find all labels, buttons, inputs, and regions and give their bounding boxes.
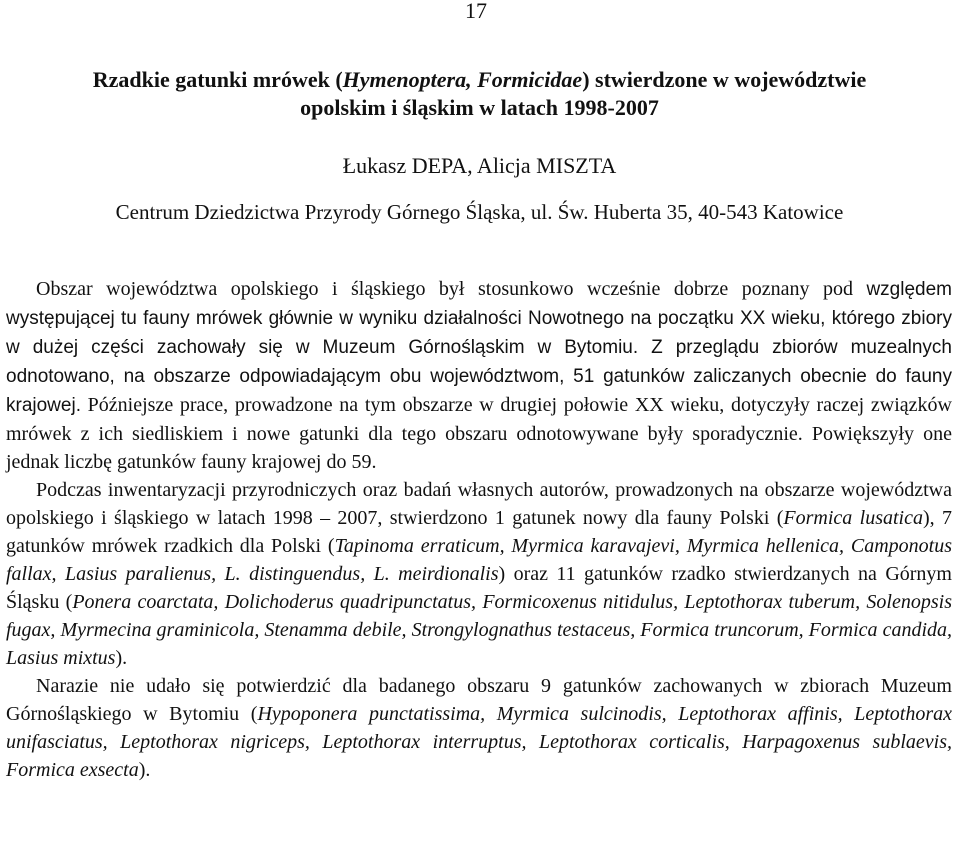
title-taxon: Hymenoptera, Formicidae: [342, 67, 583, 92]
paragraph-text: względem występującej tu fauny mrówek głównie w wyniku działalności Nowotnego na początku XX wieku, którego zbiory w dużej części zachowały się w Muzeum Górnośląskim w Bytomiu. Z przeglądu zbiorów muzealnych odnotowano, na obszarze odpowiadającym obu województwom, 51 gatunków zaliczanych obecnie do fauny krajowej.: [6, 279, 952, 416]
paragraph-text: ) oraz 11 gatunków rzadko stwierdzanych na Górnym Śląsku (: [6, 563, 952, 613]
title-text: Rzadkie gatunki mrówek (: [92, 67, 343, 92]
species-names: Formica lusatica: [783, 507, 923, 529]
abstract-body: [6, 275, 952, 784]
paper-title: [0, 66, 959, 122]
species-names: Ponera coarctata, Dolichoderus quadripunctatus, Formicoxenus nitidulus, Leptothorax tuberum, Solenopsis fugax, Myrmecina graminicola, Stenamma debile, Strongylognathus testaceus, Formica truncorum, Formica candida, Lasius mixtus: [6, 591, 952, 669]
affiliation: Centrum Dziedzictwa Przyrody Górnego Śląska, ul. Św. Huberta 35, 40-543 Katowice: [115, 200, 844, 224]
title-text: ) stwierdzone w województwie: [582, 67, 867, 92]
paragraph-text: Późniejsze prace, prowadzone na tym obszarze w drugiej połowie XX wieku, dotyczyły raczej związków mrówek z ich siedliskiem i nowe gatunki dla tego obszaru odnotowywane były sporadycznie. Powiększyły one jednak liczbę gatunków fauny krajowej do 59.: [6, 394, 952, 473]
page-number: 17: [465, 0, 487, 23]
paragraph-text: ).: [115, 647, 128, 669]
paragraph-text: ), 7 gatunków mrówek rzadkich dla Polski (: [6, 507, 952, 557]
paragraph-text: Podczas inwentaryzacji przyrodniczych oraz badań własnych autorów, prowadzonych na obszarze województwa opolskiego i śląskiego w latach 1998 – 2007, stwierdzono 1 gatunek nowy dla fauny Polski (: [6, 479, 952, 529]
paragraph-2: [6, 476, 952, 672]
paragraph-text: ).: [138, 759, 151, 781]
authors: Łukasz DEPA, Alicja MISZTA: [342, 153, 617, 178]
species-names: Tapinoma erraticum, Myrmica karavajevi, Myrmica hellenica, Camponotus fallax, Lasius paralienus, L. distinguendus, L. meirdionalis: [6, 535, 953, 585]
paragraph-text: Obszar województwa opolskiego i śląskiego był stosunkowo wcześnie dobrze poznany pod: [36, 278, 867, 300]
title-line-2: opolskim i śląskim w latach 1998-2007: [300, 95, 659, 120]
title-line-1: [0, 66, 959, 94]
paragraph-1: [6, 275, 952, 476]
paragraph-3: [6, 672, 952, 784]
paragraph-text: Narazie nie udało się potwierdzić dla badanego obszaru 9 gatunków zachowanych w zbiorach Muzeum Górnośląskiego w Bytomiu (: [6, 675, 952, 725]
species-names: Hypoponera punctatissima, Myrmica sulcinodis, Leptothorax affinis, Leptothorax unifasciatus, Leptothorax nigriceps, Leptothorax interruptus, Leptothorax corticalis, Harpagoxenus sublaevis, Formica exsecta: [6, 703, 952, 781]
